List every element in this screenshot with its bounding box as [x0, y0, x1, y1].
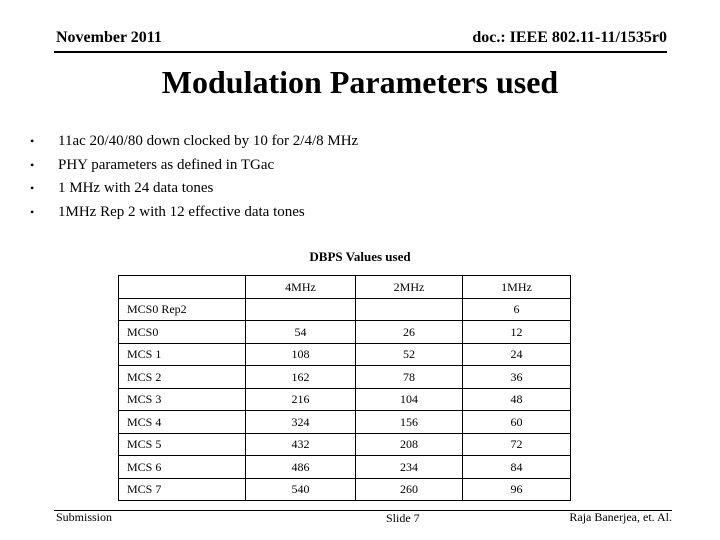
- table-row: [119, 411, 571, 434]
- table-row: [119, 343, 571, 366]
- footer-submission: Submission: [56, 510, 113, 524]
- column-header: 1MHz: [463, 276, 571, 299]
- table-row: [119, 478, 571, 501]
- table-row: [119, 456, 571, 479]
- table-cell: 486: [246, 456, 356, 479]
- table-cell: 260: [356, 478, 463, 501]
- table-cell: 208: [356, 433, 463, 456]
- footer-slide-number: Slide 7: [386, 511, 420, 525]
- table-cell: 78: [356, 366, 463, 389]
- table-cell: 540: [246, 478, 356, 501]
- header-doc-id: doc.: IEEE 802.11-11/1535r0: [472, 29, 667, 46]
- dbps-table: [118, 275, 571, 501]
- table-cell: 26: [356, 321, 463, 344]
- table-cell: 162: [246, 366, 356, 389]
- table-cell: 216: [246, 388, 356, 411]
- table-row: [119, 298, 571, 321]
- row-label: MCS 4: [119, 411, 246, 434]
- table-cell: 52: [356, 343, 463, 366]
- bullet-text: PHY parameters as defined in TGac: [58, 156, 275, 173]
- column-header: [119, 276, 246, 299]
- table-cell: 24: [463, 343, 571, 366]
- table-cell: 324: [246, 411, 356, 434]
- row-label: MCS 1: [119, 343, 246, 366]
- table-cell: 234: [356, 456, 463, 479]
- bullet-dot-icon: •: [30, 134, 35, 148]
- table-header-row: [119, 276, 571, 299]
- table-cell: 84: [463, 456, 571, 479]
- row-label: MCS 6: [119, 456, 246, 479]
- header-divider: [54, 51, 667, 53]
- footer-authors: Raja Banerjea, et. Al.: [569, 510, 672, 524]
- table-caption: DBPS Values used: [309, 249, 411, 264]
- row-label: MCS 7: [119, 478, 246, 501]
- row-label: MCS0: [119, 321, 246, 344]
- row-label: MCS 2: [119, 366, 246, 389]
- table-cell: 12: [463, 321, 571, 344]
- slide-title: Modulation Parameters used: [161, 64, 559, 100]
- table-cell: [356, 298, 463, 321]
- table-cell: 54: [246, 321, 356, 344]
- table-cell: 156: [356, 411, 463, 434]
- bullet-dot-icon: •: [30, 181, 35, 195]
- table-cell: 108: [246, 343, 356, 366]
- table-cell: [246, 298, 356, 321]
- table-row: [119, 321, 571, 344]
- table-cell: 96: [463, 478, 571, 501]
- table-cell: 72: [463, 433, 571, 456]
- table-cell: 60: [463, 411, 571, 434]
- row-label: MCS 5: [119, 433, 246, 456]
- row-label: MCS0 Rep2: [119, 298, 246, 321]
- table-cell: 104: [356, 388, 463, 411]
- table-cell: 6: [463, 298, 571, 321]
- header-date: November 2011: [56, 29, 162, 46]
- table-row: [119, 433, 571, 456]
- bullet-text: 11ac 20/40/80 down clocked by 10 for 2/4/8 MHz: [58, 133, 359, 149]
- bullet-text: 1 MHz with 24 data tones: [58, 180, 214, 196]
- table-cell: 48: [463, 388, 571, 411]
- table-cell: 36: [463, 366, 571, 389]
- bullet-dot-icon: •: [30, 204, 35, 219]
- table-row: [119, 366, 571, 389]
- column-header: 2MHz: [356, 276, 463, 299]
- bullet-dot-icon: •: [30, 157, 35, 172]
- row-label: MCS 3: [119, 388, 246, 411]
- bullet-text: 1MHz Rep 2 with 12 effective data tones: [58, 203, 305, 220]
- column-header: 4MHz: [246, 276, 356, 299]
- table-cell: 432: [246, 433, 356, 456]
- table-row: [119, 388, 571, 411]
